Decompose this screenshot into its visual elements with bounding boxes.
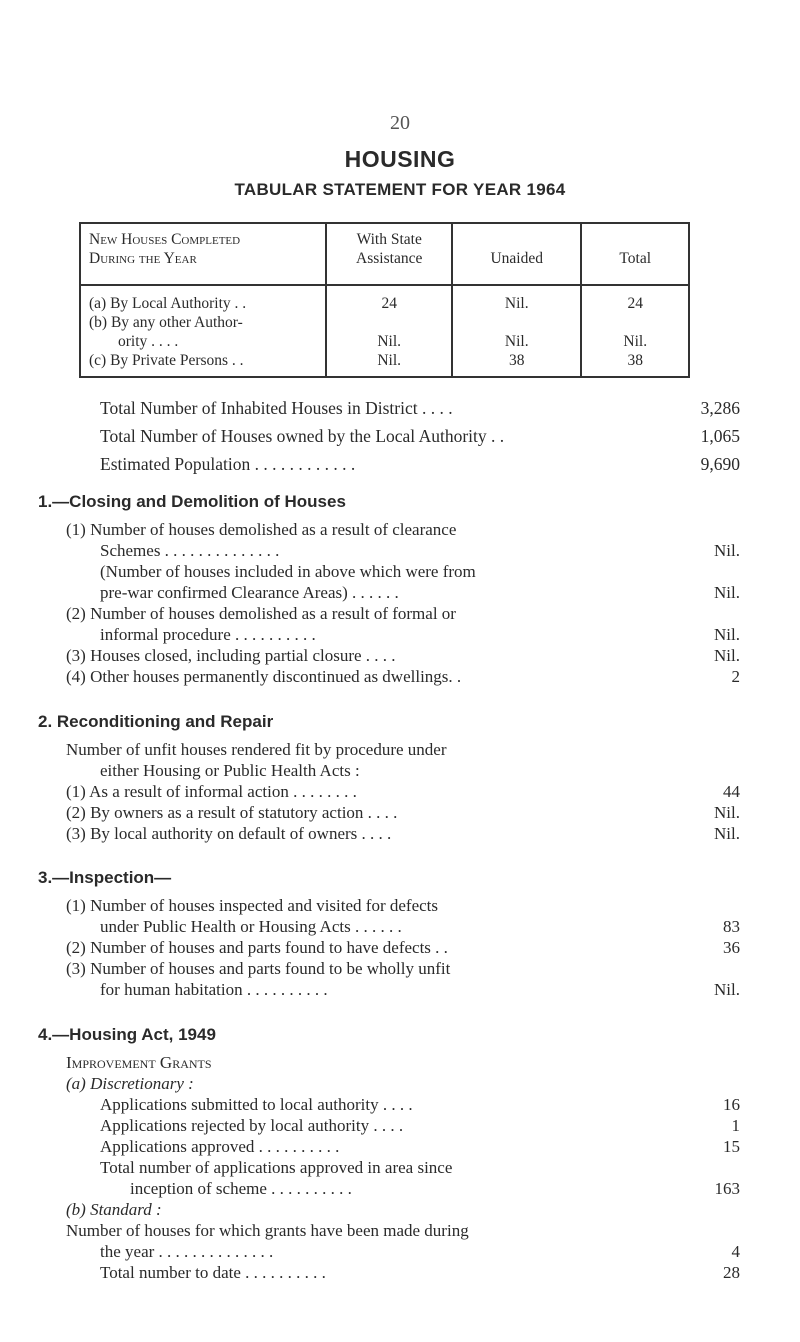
- table-row: [80, 285, 689, 377]
- text-line: (3) Number of houses and parts found to be wholly unfit: [66, 959, 451, 978]
- text-line: (a) Discretionary :: [66, 1074, 194, 1093]
- text-line: (2) Number of houses demolished as a result of formal or: [66, 604, 456, 623]
- text-line: either Housing or Public Health Acts :: [100, 761, 360, 780]
- section-closing-demolition-title: 1.—Closing and Demolition of Houses: [38, 492, 346, 511]
- text-line: Applications approved . . . . . . . . . .: [100, 1137, 340, 1156]
- unaided-values: Nil. Nil. 38: [452, 285, 581, 377]
- header-unaided: Unaided: [452, 223, 581, 285]
- text-line: (Number of houses included in above which were from: [100, 562, 476, 581]
- text-line: Total number to date . . . . . . . . . .: [100, 1263, 326, 1282]
- header-new-houses: New Houses Completed During the Year: [80, 223, 326, 285]
- value: 2: [731, 667, 740, 686]
- text-line: pre-war confirmed Clearance Areas) . . . . . .: [100, 583, 399, 602]
- header-total: Total: [581, 223, 689, 285]
- state-assistance-values: 24 Nil. Nil.: [326, 285, 452, 377]
- row-labels: (a) By Local Authority . . (b) By any other Author- ority . . . . (c) By Private Persons . .: [80, 285, 326, 377]
- text-line: (2) Number of houses and parts found to have defects . .: [66, 938, 448, 957]
- value: 28: [723, 1263, 740, 1282]
- text-line: Applications rejected by local authority . . . .: [100, 1116, 404, 1135]
- text-line: Applications submitted to local authority . . . .: [100, 1095, 413, 1114]
- value: 15: [723, 1137, 740, 1156]
- text-line: (3) Houses closed, including partial closure . . . .: [66, 646, 396, 665]
- text-line: Number of houses for which grants have been made during: [66, 1221, 469, 1240]
- summary-owned: Total Number of Houses owned by the Local Authority . . 1,065: [100, 426, 740, 446]
- value: 83: [723, 917, 740, 936]
- section-reconditioning-title: 2. Reconditioning and Repair: [38, 712, 274, 731]
- text-line: (2) By owners as a result of statutory action . . . .: [66, 803, 398, 822]
- text-line: Number of unfit houses rendered fit by procedure under: [66, 740, 447, 759]
- text-line: inception of scheme . . . . . . . . . .: [130, 1179, 352, 1198]
- text-line: (1) As a result of informal action . . . . . . . .: [66, 782, 357, 801]
- text-line: Schemes . . . . . . . . . . . . . .: [100, 541, 280, 560]
- new-houses-table: [79, 222, 690, 378]
- summary-population: Estimated Population . . . . . . . . . . . . 9,690: [100, 454, 740, 474]
- text-line: Total number of applications approved in area since: [100, 1158, 453, 1177]
- value: 44: [723, 782, 740, 801]
- value: 16: [723, 1095, 740, 1114]
- total-values: 24 Nil. 38: [581, 285, 689, 377]
- text-line: (1) Number of houses demolished as a result of clearance: [66, 520, 457, 539]
- value: 36: [723, 938, 740, 957]
- value: Nil.: [714, 803, 740, 822]
- value: 163: [714, 1179, 740, 1198]
- value: Nil.: [714, 824, 740, 843]
- value: Nil.: [714, 646, 740, 665]
- value: Nil.: [714, 625, 740, 644]
- text-line: (4) Other houses permanently discontinued as dwellings. .: [66, 667, 462, 686]
- value: 1: [731, 1116, 740, 1135]
- summary-inhabited: Total Number of Inhabited Houses in District . . . . 3,286: [100, 398, 740, 418]
- value: Nil.: [714, 583, 740, 602]
- page-title: HOUSING: [344, 146, 456, 172]
- text-line: (1) Number of houses inspected and visited for defects: [66, 896, 438, 915]
- section-inspection-title: 3.—Inspection—: [38, 868, 172, 887]
- page-subtitle: TABULAR STATEMENT FOR YEAR 1964: [234, 180, 566, 199]
- text-line: informal procedure . . . . . . . . . .: [100, 625, 316, 644]
- section-housing-act-title: 4.—Housing Act, 1949: [38, 1025, 216, 1044]
- text-line: the year . . . . . . . . . . . . . .: [100, 1242, 274, 1261]
- text-line: for human habitation . . . . . . . . . .: [100, 980, 328, 999]
- table-header-row: [80, 223, 689, 285]
- header-state-assistance: With State Assistance: [326, 223, 452, 285]
- text-line: (3) By local authority on default of owners . . . .: [66, 824, 392, 843]
- text-line: Improvement Grants: [66, 1053, 212, 1072]
- page-number: 20: [390, 112, 410, 134]
- text-line: (b) Standard :: [66, 1200, 162, 1219]
- text-line: under Public Health or Housing Acts . . . . . .: [100, 917, 402, 936]
- value: Nil.: [714, 980, 740, 999]
- value: Nil.: [714, 541, 740, 560]
- value: 4: [731, 1242, 740, 1261]
